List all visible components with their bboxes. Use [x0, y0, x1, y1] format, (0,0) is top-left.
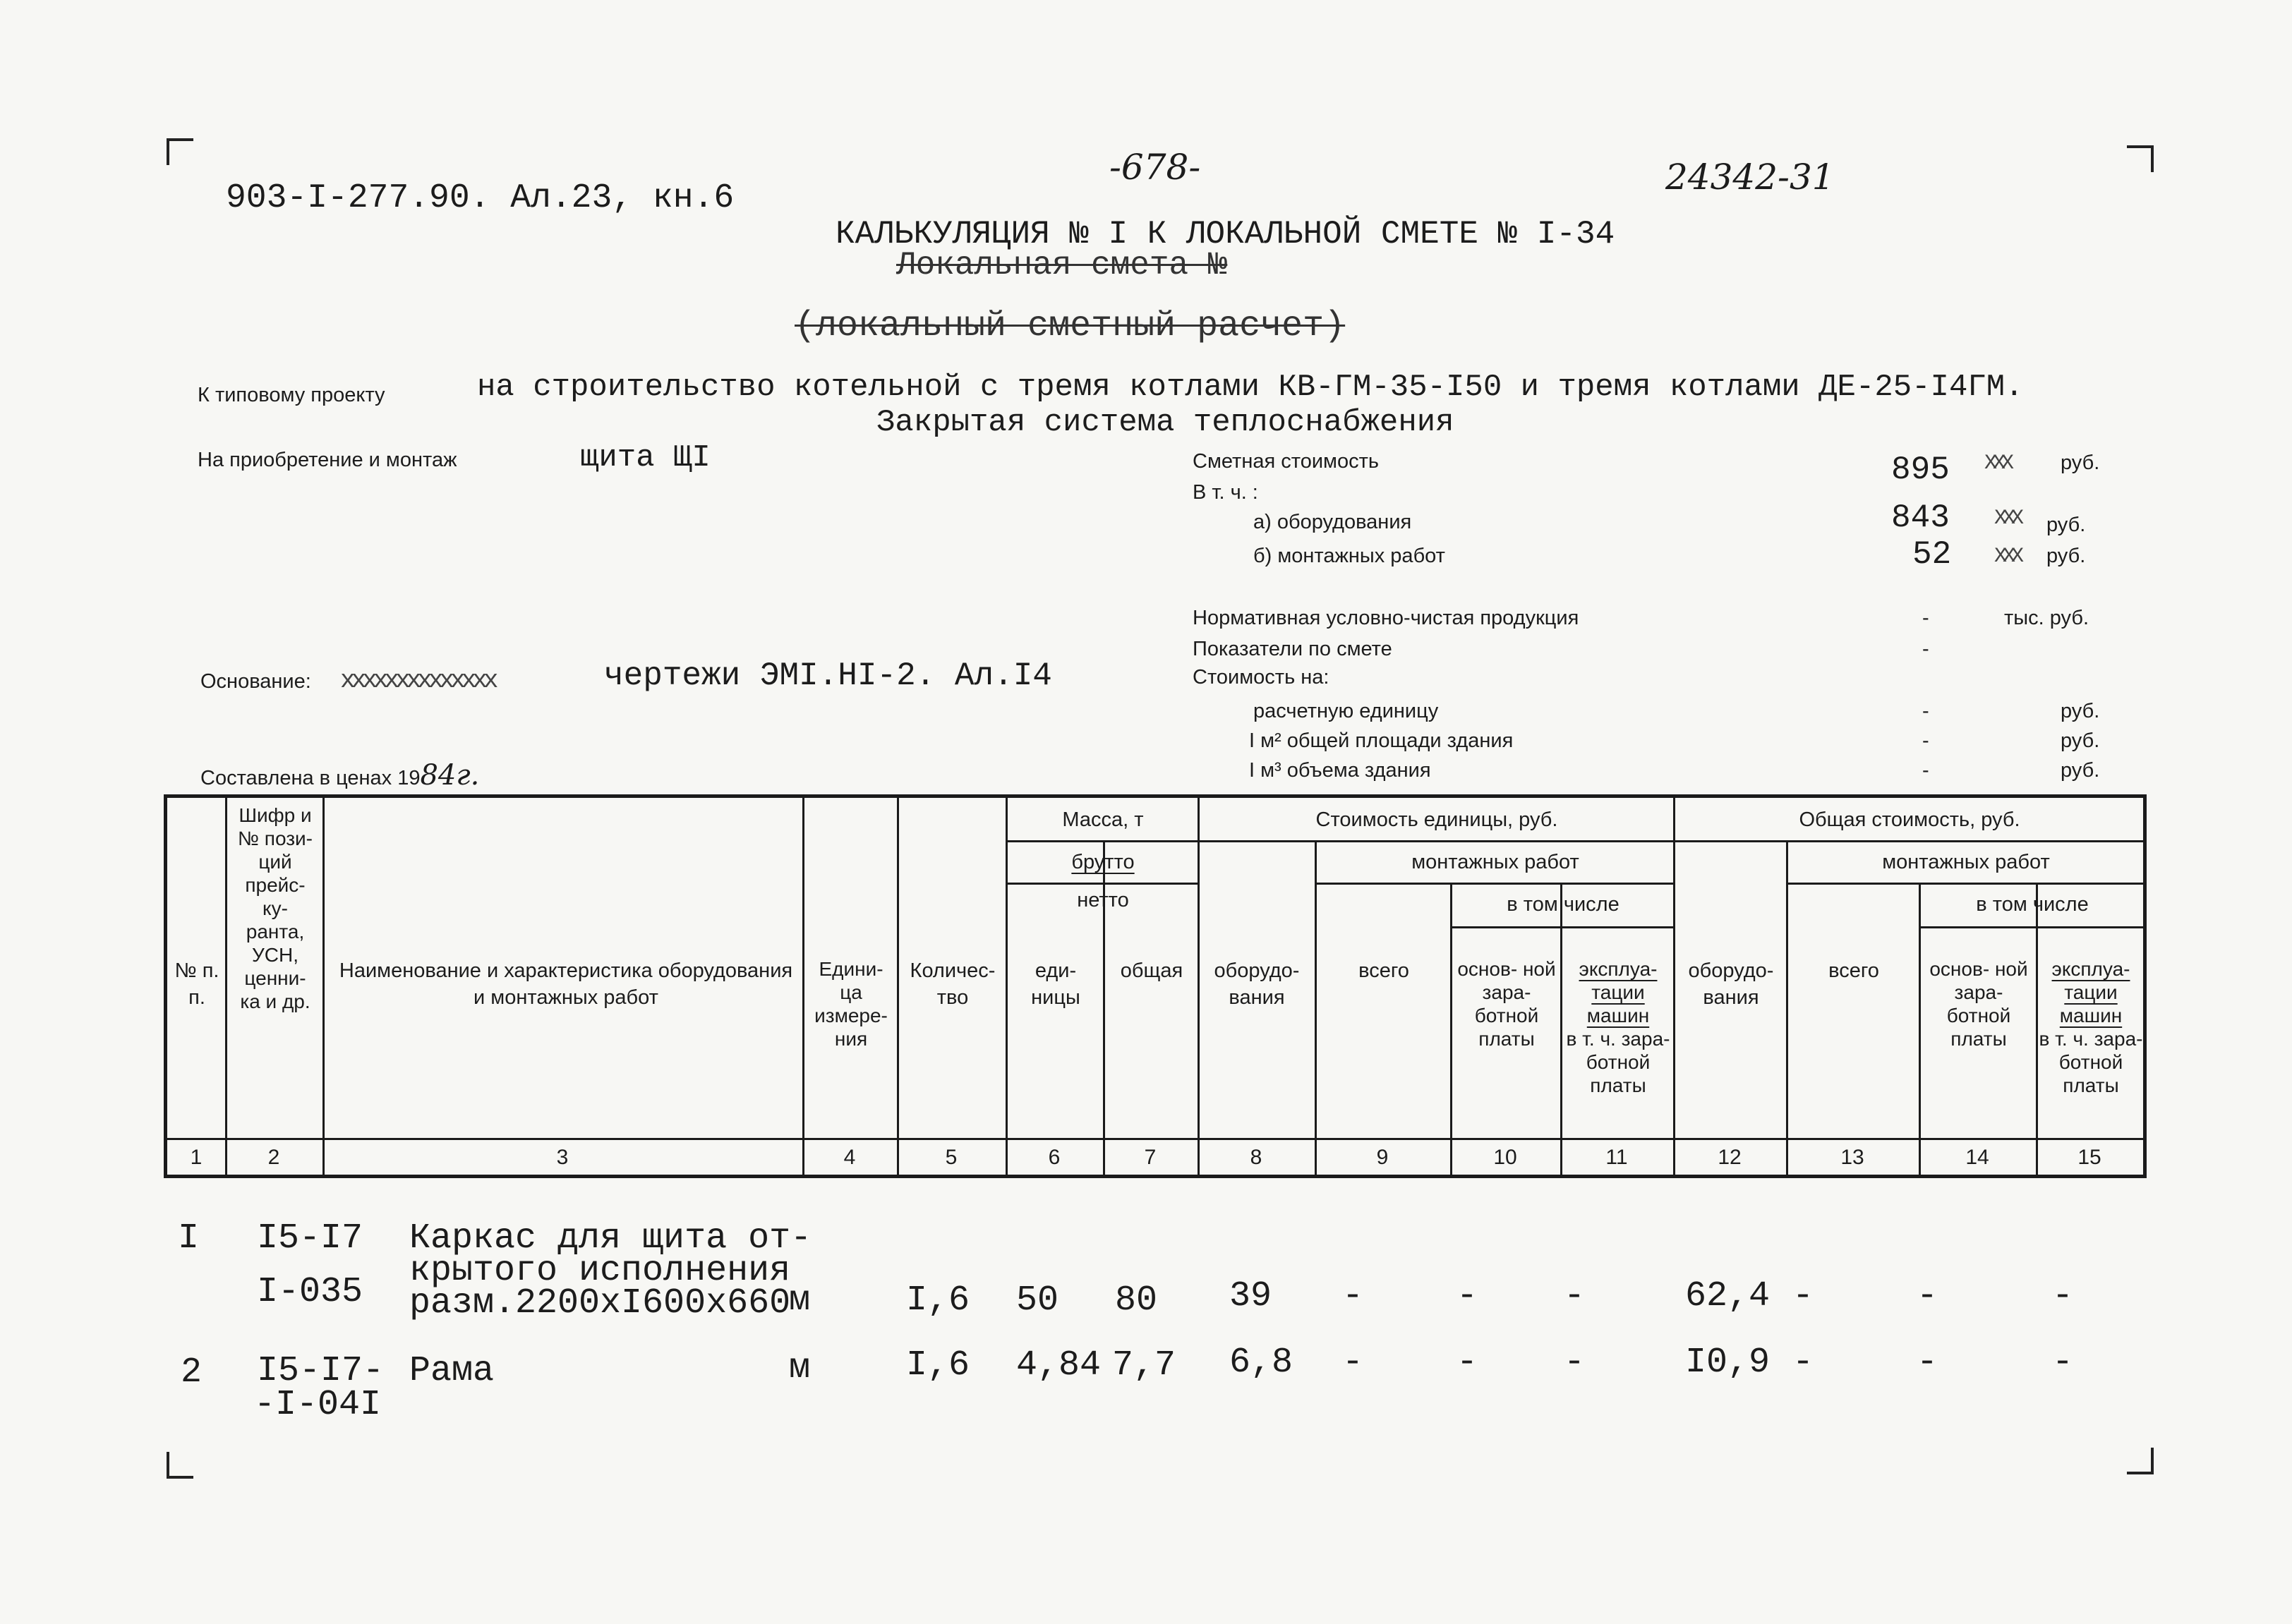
- row-equipment-unit-cost: 39: [1229, 1276, 1272, 1316]
- header-mass-total: общая: [1120, 959, 1183, 982]
- row-quantity: I,6: [906, 1345, 970, 1386]
- normative-unit: тыс. руб.: [2004, 607, 2089, 629]
- per-volume-label: I м³ объема здания: [1249, 759, 1431, 782]
- row-line: [1315, 883, 1673, 885]
- col-number: 9: [1376, 1146, 1389, 1169]
- col-line: [897, 798, 899, 1175]
- header-total-install-all: всего: [1828, 959, 1879, 982]
- total-cost-unit: руб.: [2061, 452, 2100, 474]
- header-unit-basic-wage: основ- ной зара- ботной платы: [1457, 958, 1556, 1050]
- row-name: разм.2200хI600х660: [409, 1283, 791, 1323]
- header-unit-machines: [1563, 957, 1673, 1097]
- header-brutto: [1008, 849, 1198, 875]
- row-unit: м: [789, 1348, 811, 1388]
- equipment-cost-struck: XXX: [1994, 507, 2020, 531]
- row-total-basic: -: [1917, 1343, 1938, 1383]
- page-number: -678-: [1109, 147, 1201, 188]
- project-label: К типовому проекту: [198, 384, 385, 406]
- row-total-machines: -: [2052, 1343, 2074, 1383]
- total-cost-label: Сметная стоимость: [1193, 450, 1379, 473]
- row-total-basic: -: [1917, 1276, 1938, 1316]
- row-total-install-all: -: [1792, 1276, 1814, 1316]
- installation-cost-struck: XXX: [1994, 545, 2020, 569]
- installation-cost-label: б) монтажных работ: [1253, 545, 1445, 567]
- col-number: 6: [1048, 1146, 1061, 1169]
- header-total-installation: монтажных работ: [1882, 851, 2050, 873]
- header-total-including: в том числе: [1976, 893, 2089, 916]
- row-install-all: -: [1342, 1343, 1364, 1383]
- row-equipment-total: 62,4: [1685, 1276, 1771, 1316]
- header-total-machines-text: эксплуа- тации машин: [2051, 958, 2130, 1026]
- project-system: Закрытая система теплоснабжения: [876, 405, 1454, 440]
- purchase-value: щита ЩI: [580, 440, 711, 475]
- col-number: 2: [267, 1146, 280, 1169]
- col-number: 14: [1965, 1146, 1989, 1169]
- total-cost-struck: XXX: [1984, 452, 2010, 475]
- col-number: 3: [556, 1146, 569, 1169]
- per-unit-label: расчетную единицу: [1253, 700, 1439, 722]
- row-code: I5-I7-: [257, 1351, 385, 1391]
- prices-year: 84г.: [420, 759, 480, 792]
- col-line: [1198, 798, 1200, 1175]
- col-number: 15: [2077, 1146, 2101, 1169]
- row-mass-total: 7,7: [1112, 1345, 1176, 1386]
- row-total-install-all: -: [1792, 1343, 1814, 1383]
- header-netto: нетто: [1077, 889, 1129, 911]
- row-install-all: -: [1342, 1276, 1364, 1316]
- col-line: [1786, 840, 1788, 1175]
- corner-mark-top-right: [2127, 145, 2154, 172]
- normative-value: -: [1922, 607, 1929, 629]
- prices-label-text: Составлена в ценах 19: [200, 767, 421, 789]
- installation-cost-value: 52: [1912, 536, 1952, 573]
- indicators-label: Показатели по смете: [1193, 638, 1392, 660]
- header-unit: Едини- ца измере- ния: [814, 958, 888, 1050]
- col-number: 12: [1718, 1146, 1742, 1169]
- header-unit-installation: монтажных работ: [1411, 851, 1579, 873]
- header-total-machines-wage: в т. ч. зара- ботной платы: [2039, 1028, 2143, 1096]
- archive-number: 24342-31: [1665, 157, 1835, 198]
- corner-mark-bottom-right: [2127, 1448, 2154, 1474]
- row-mass-unit: 50: [1016, 1280, 1059, 1321]
- header-total-cost: Общая стоимость, руб.: [1799, 808, 2020, 831]
- col-number: 10: [1493, 1146, 1517, 1169]
- struck-title-local-estimate: Локальная смета №: [896, 247, 1228, 284]
- prices-label: [200, 759, 479, 792]
- row-equipment-total: I0,9: [1685, 1343, 1771, 1383]
- header-code: Шифр и № пози- ций прейс- ку- ранта, УСН, ценни- ка и др.: [237, 804, 313, 1012]
- row-line: [1919, 926, 2143, 928]
- equipment-cost-label: а) оборудования: [1253, 511, 1412, 533]
- row-code: -I-04I: [254, 1385, 382, 1425]
- row-number: I: [178, 1218, 200, 1259]
- row-line: [1450, 926, 1673, 928]
- header-brutto-text: брутто: [1071, 851, 1135, 873]
- equipment-cost-value: 843: [1891, 499, 1950, 536]
- row-total-machines: -: [2052, 1276, 2074, 1316]
- row-line: [167, 1138, 2143, 1140]
- row-line: [1006, 883, 1198, 885]
- col-number: 5: [945, 1146, 958, 1169]
- project-description: на строительство котельной с тремя котлами КВ-ГМ-35-I50 и тремя котлами ДЕ-25-I4ГМ.: [477, 370, 2024, 405]
- col-line: [1673, 798, 1675, 1175]
- header-name: Наименование и характеристика оборудования и монтажных работ: [339, 959, 793, 1009]
- header-total-basic-wage: основ- ной зара- ботной платы: [1929, 958, 2028, 1050]
- row-line: [1006, 840, 2143, 842]
- row-install-machines: -: [1564, 1276, 1586, 1316]
- per-volume-unit: руб.: [2061, 759, 2100, 782]
- per-area-label: I м² общей площади здания: [1249, 729, 1514, 752]
- installation-cost-unit: руб.: [2046, 545, 2086, 567]
- row-line: [1786, 883, 2143, 885]
- header-unit-including: в том числе: [1507, 893, 1620, 916]
- per-volume-value: -: [1922, 759, 1929, 782]
- col-number: 4: [843, 1146, 856, 1169]
- normative-label: Нормативная условно-чистая продукция: [1193, 607, 1579, 629]
- purchase-label: На приобретение и монтаж: [198, 449, 457, 471]
- estimate-table-header: [164, 794, 2147, 1178]
- per-area-value: -: [1922, 729, 1929, 752]
- col-line: [322, 798, 325, 1175]
- row-code: I-035: [257, 1272, 363, 1312]
- corner-mark-top-left: [167, 138, 193, 165]
- row-unit: м: [789, 1280, 811, 1321]
- header-unit-install-all: всего: [1358, 959, 1409, 982]
- row-name: крытого исполнения: [409, 1251, 791, 1291]
- cost-for-label: Стоимость на:: [1193, 666, 1329, 689]
- per-unit-unit: руб.: [2061, 700, 2100, 722]
- equipment-cost-unit: руб.: [2046, 514, 2086, 536]
- row-name: Рама: [409, 1351, 495, 1391]
- col-number: 1: [190, 1146, 203, 1169]
- header-mass: Масса, т: [1062, 808, 1144, 831]
- col-number: 11: [1605, 1146, 1628, 1169]
- row-equipment-unit-cost: 6,8: [1229, 1343, 1293, 1383]
- header-quantity: Количес- тво: [910, 959, 996, 1009]
- header-unit-equipment: оборудо- вания: [1214, 959, 1300, 1009]
- including-label: В т. ч. :: [1193, 481, 1258, 504]
- col-number: 8: [1250, 1146, 1262, 1169]
- basis-value: чертежи ЭМI.HI-2. Ал.I4: [604, 658, 1052, 694]
- header-unit-machines-text: эксплуа- тации машин: [1579, 958, 1658, 1026]
- col-number: 13: [1840, 1146, 1864, 1169]
- basis-struck: xxxxxxxxxxxxxx: [340, 666, 495, 695]
- row-code: I5-I7: [257, 1218, 363, 1259]
- col-line: [1006, 798, 1008, 1175]
- total-cost-value: 895: [1891, 452, 1950, 488]
- header-number: № п. п.: [174, 959, 219, 1009]
- basis-label: Основание:: [200, 670, 311, 693]
- row-install-machines: -: [1564, 1343, 1586, 1383]
- row-mass-total: 80: [1115, 1280, 1158, 1321]
- indicators-value: -: [1922, 638, 1929, 660]
- header-unit-cost: Стоимость единицы, руб.: [1315, 808, 1558, 831]
- calculation-title: КАЛЬКУЛЯЦИЯ № I К ЛОКАЛЬНОЙ СМЕТЕ № I-34: [836, 216, 1615, 253]
- header-total-equipment: оборудо- вания: [1688, 959, 1774, 1009]
- col-line: [1315, 840, 1317, 1175]
- col-number: 7: [1144, 1146, 1157, 1169]
- header-mass-unit: еди- ницы: [1031, 959, 1080, 1009]
- per-area-unit: руб.: [2061, 729, 2100, 752]
- header-unit-machines-wage: в т. ч. зара- ботной платы: [1566, 1028, 1670, 1096]
- row-install-basic: -: [1456, 1343, 1478, 1383]
- struck-title-local-calculation: (локальный сметный расчет): [795, 306, 1346, 346]
- row-install-basic: -: [1456, 1276, 1478, 1316]
- col-line: [802, 798, 804, 1175]
- doc-code: 903-I-277.90. Ал.23, кн.6: [226, 179, 735, 217]
- row-quantity: I,6: [906, 1280, 970, 1321]
- corner-mark-bottom-left: [167, 1452, 193, 1479]
- col-line: [225, 798, 227, 1175]
- row-mass-unit: 4,84: [1016, 1345, 1102, 1386]
- row-name: Каркас для щита от-: [409, 1218, 812, 1259]
- header-total-machines: [2039, 957, 2143, 1097]
- per-unit-value: -: [1922, 700, 1929, 722]
- row-number: 2: [181, 1352, 203, 1393]
